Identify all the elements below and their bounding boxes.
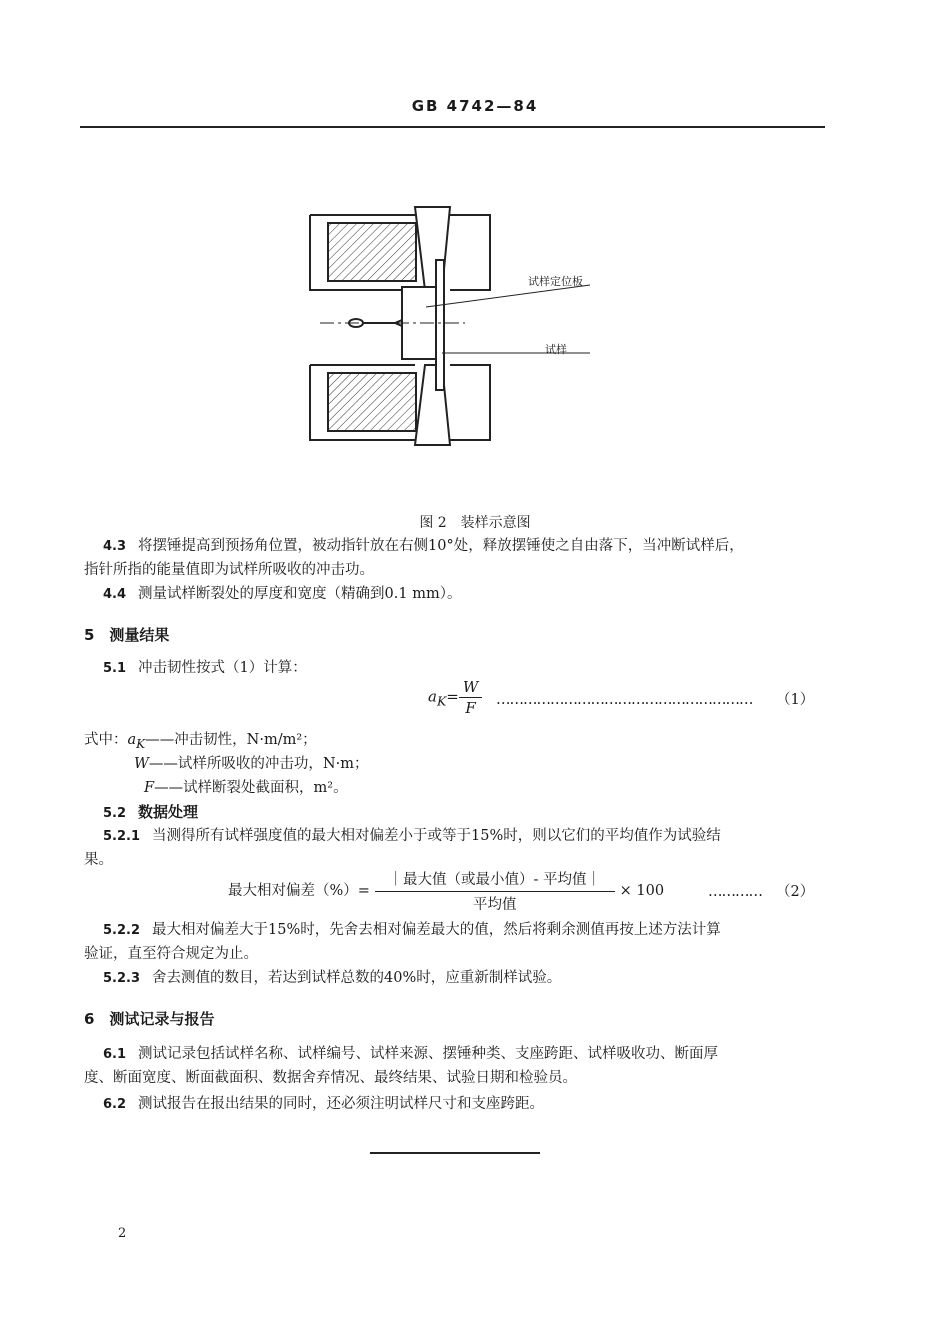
formula-1-tag: （1） — [776, 692, 815, 708]
para-6-1-text: 测试记录包括试样名称、试样编号、试样来源、摆锤种类、支座跨距、试样吸收功、断面厚 — [138, 1046, 719, 1062]
para-4-3-text: 将摆锤提高到预扬角位置，被动指针放在右侧10°处，释放摆锤使之自由落下，当冲断试样后， — [138, 538, 744, 554]
para-5-2-title: 数据处理 — [138, 803, 199, 821]
formula-2-denominator: 平均值 — [473, 897, 517, 913]
formula-2-tag: （2） — [776, 884, 815, 900]
formula-2-numerator: ｜最大值（或最小值）- 平均值｜ — [375, 868, 616, 892]
where-text-2: ——试样所吸收的冲击功，N·m； — [148, 756, 369, 772]
para-5-2-number: 5.2 — [103, 806, 127, 821]
mounting-diagram-svg — [300, 195, 620, 455]
figure-caption: 图 2 装样示意图 — [419, 515, 531, 531]
para-6-1-number: 6.1 — [103, 1047, 127, 1062]
where-symbol-a: a — [127, 732, 137, 748]
end-rule — [370, 1152, 540, 1154]
formula-1-subscript: K — [436, 693, 447, 709]
section-5-title: 5 测量结果 — [84, 626, 170, 644]
para-5-2-2-text: 最大相对偏差大于15%时，先舍去相对偏差最大的值，然后将剩余测值再按上述方法计算 — [152, 922, 721, 938]
para-6-1-line2: 度、断面宽度、断面截面积、数据舍弃情况、最终结果、试验日期和检验员。 — [84, 1070, 577, 1086]
para-5-1-number: 5.1 — [103, 661, 127, 676]
para-4-3-number: 4.3 — [103, 539, 127, 554]
where-symbol-w: W — [134, 756, 149, 772]
para-4-3-line2: 指针所指的能量值即为试样所吸收的冲击功。 — [84, 562, 374, 578]
where-line-1 — [84, 730, 317, 754]
where-line-3 — [144, 778, 348, 798]
para-5-2-3-number: 5.2.3 — [103, 971, 141, 986]
para-5-1 — [103, 658, 307, 679]
formula-2-multiplier: × 100 — [619, 883, 665, 899]
para-6-1-line1 — [103, 1044, 718, 1065]
header-rule — [80, 126, 825, 128]
para-4-3-line1 — [103, 536, 744, 557]
page-number: 2 — [118, 1226, 127, 1241]
formula-2-leader-dots: ………… — [708, 884, 762, 900]
para-4-4 — [103, 584, 461, 605]
where-subscript-k: K — [136, 736, 146, 751]
formula-1-lhs: a — [428, 687, 437, 706]
where-text-1: ——冲击韧性，N·m/m²； — [145, 732, 317, 748]
where-label: 式中： — [84, 732, 128, 748]
para-6-2 — [103, 1094, 544, 1115]
formula-1: $a_K=$ $\frac{W}{F}$ — [428, 678, 482, 717]
para-5-1-text: 冲击韧性按式（1）计算： — [138, 660, 307, 676]
para-4-4-number: 4.4 — [103, 587, 127, 602]
label-specimen: 试样 — [545, 343, 567, 356]
where-line-2 — [134, 754, 368, 774]
para-5-2-2-line2: 验证，直至符合规定为止。 — [84, 946, 258, 962]
where-symbol-f: F — [144, 780, 155, 796]
para-5-2-1-number: 5.2.1 — [103, 829, 141, 844]
para-4-4-text: 测量试样断裂处的厚度和宽度（精确到0.1 mm）。 — [138, 586, 462, 602]
para-6-2-number: 6.2 — [103, 1097, 127, 1112]
para-5-2-1-line1 — [103, 826, 721, 847]
formula-2-fraction — [375, 868, 616, 914]
para-5-2-2-number: 5.2.2 — [103, 923, 141, 938]
para-6-2-text: 测试报告在报出结果的同时，还必须注明试样尺寸和支座跨距。 — [138, 1096, 545, 1112]
specimen-mounting-figure — [300, 195, 620, 459]
para-5-2-1-text: 当测得所有试样强度值的最大相对偏差小于或等于15%时，则以它们的平均值作为试验结 — [152, 828, 721, 844]
para-5-2-3-text: 舍去测值的数目，若达到试样总数的40%时，应重新制样试验。 — [152, 970, 562, 986]
formula-1-numerator: W — [459, 678, 482, 698]
para-5-2 — [103, 802, 198, 824]
label-locating-plate: 试样定位板 — [528, 275, 583, 288]
where-text-3: ——试样断裂处截面积，m²。 — [154, 780, 348, 796]
standard-code-header: GB 4742—84 — [411, 97, 539, 115]
formula-2-lhs: 最大相对偏差（%）= — [228, 883, 370, 899]
section-6-title: 6 测试记录与报告 — [84, 1010, 215, 1028]
para-5-2-1-line2: 果。 — [84, 852, 113, 868]
para-5-2-2-line1 — [103, 920, 721, 941]
formula-2 — [228, 868, 664, 914]
para-5-2-3 — [103, 968, 561, 989]
formula-1-leader-dots: ………………………………………………… — [496, 692, 753, 708]
formula-1-denominator: F — [465, 699, 476, 717]
formula-1-fraction — [459, 678, 482, 717]
